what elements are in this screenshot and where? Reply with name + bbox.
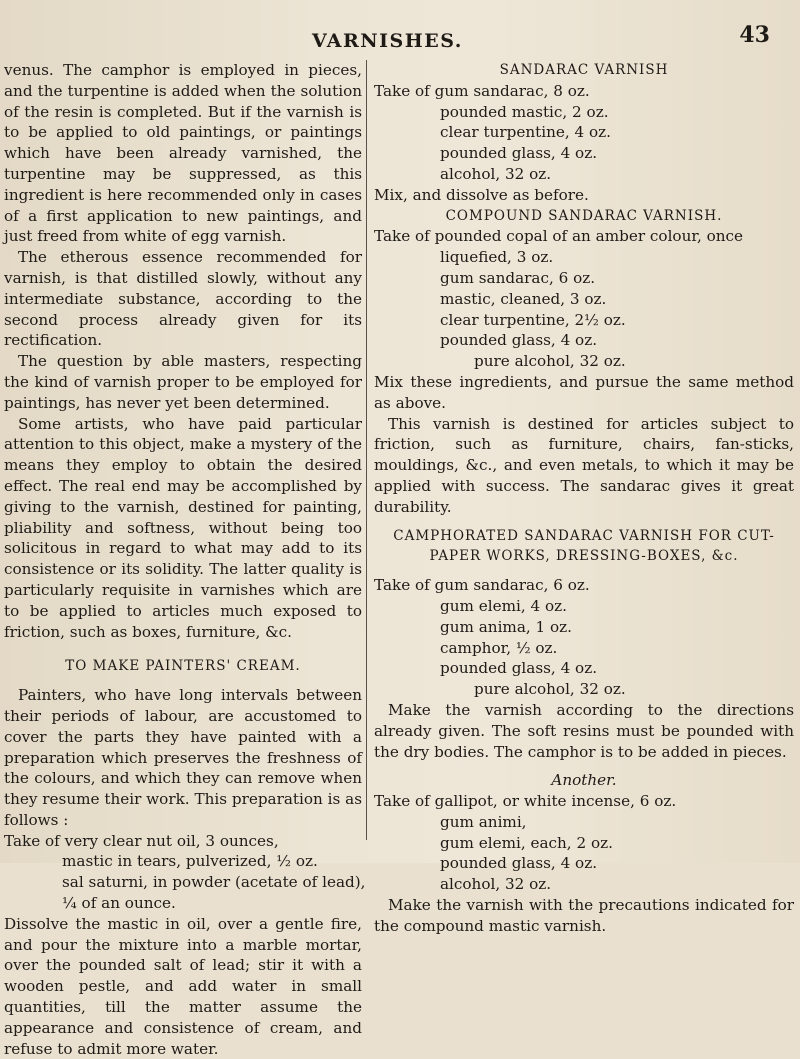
- recipe-line: Take of gallipot, or white incense, 6 oz.: [374, 792, 677, 811]
- recipe-line: pure alcohol, 32 oz.: [474, 352, 626, 371]
- paragraph: Dissolve the mastic in oil, over a gentle fire, and pour the mixture into a marble mortar, over the pounded salt of lead; stir it with a wooden pestle, and add water in small quantities, till the matter assume the appearance and consistence of cream, and refuse to admit more water.: [4, 914, 362, 1058]
- recipe-line: pounded glass, 4 oz.: [440, 659, 598, 678]
- paragraph: Make the varnish with the precautions indicated for the compound mastic varnish.: [374, 896, 794, 935]
- recipe-line: Take of gum sandarac, 6 oz.: [374, 576, 590, 595]
- recipe-line: gum animi,: [440, 812, 527, 831]
- paragraph: This varnish is destined for articles subject to friction, such as furniture, chairs, fan-sticks, mouldings, &c., and even metals, to which it may be applied with success. The sandarac gives it great durability.: [374, 414, 794, 516]
- recipe-line: camphor, ½ oz.: [440, 638, 558, 657]
- recipe-line: pure alcohol, 32 oz.: [474, 680, 626, 699]
- recipe-line: Take of pounded copal of an amber colour, once: [374, 227, 744, 246]
- recipe-line: Mix, and dissolve as before.: [374, 185, 589, 204]
- paragraph: Make the varnish according to the directions already given. The soft resins must be pounded with the dry bodies. The camphor is to be added in pieces.: [374, 700, 794, 761]
- left-column: [4, 60, 366, 1059]
- paragraph: Mix these ingredients, and pursue the same method as above.: [374, 372, 794, 412]
- recipe-line: sal saturni, in powder (acetate of lead),: [62, 873, 366, 892]
- paragraph: The etherous essence recommended for varnish, is that distilled slowly, without any intermediate substance, according to the second process already given for its rectification.: [4, 248, 362, 350]
- recipe-line: pounded glass, 4 oz.: [440, 331, 598, 350]
- column-rule: [366, 60, 367, 840]
- recipe-line: liquefied, 3 oz.: [440, 248, 554, 267]
- recipe-line: mastic in tears, pulverized, ½ oz.: [62, 852, 318, 871]
- recipe-line: pounded mastic, 2 oz.: [440, 102, 609, 121]
- paragraph: venus. The camphor is employed in pieces, and the turpentine is added when the solution of the resin is completed. But if the varnish is to be applied to old paintings, or paintings which have been already varnished, the turpentine may be suppressed, as this ingredient is here recommended only in cases of a first application to new paintings, and just freed from white of egg varnish.: [4, 61, 362, 246]
- page-number: 43: [739, 22, 770, 48]
- section-heading: TO MAKE PAINTERS' CREAM.: [65, 658, 301, 675]
- recipe-line: clear turpentine, 2½ oz.: [440, 310, 626, 329]
- recipe-line: Take of gum sandarac, 8 oz.: [374, 81, 590, 100]
- recipe-line: gum sandarac, 6 oz.: [440, 268, 596, 287]
- section-heading: CAMPHORATED SANDARAC VARNISH FOR CUT-PAPER WORKS, DRESSING-BOXES, &c.: [393, 527, 775, 565]
- right-column: [374, 60, 794, 937]
- section-heading: Another.: [551, 771, 617, 790]
- recipe-line: gum elemi, each, 2 oz.: [440, 833, 613, 852]
- paragraph: Some artists, who have paid particular attention to this object, make a mystery of the means they employ to obtain the desired effect. The real end may be accomplished by giving to the varnish, destined for painting, pliability and softness, without being too solicitous in regard to what may add to its consistence or its solidity. The latter quality is particularly requisite in varnishes which are to be applied to articles much exposed to friction, such as boxes, furniture, &c.: [4, 414, 362, 641]
- recipe-line: mastic, cleaned, 3 oz.: [440, 289, 607, 308]
- running-title: VARNISHES.: [312, 30, 463, 52]
- paragraph: The question by able masters, respecting the kind of varnish proper to be employed for paintings, has never yet been determined.: [4, 352, 362, 412]
- recipe-line: clear turpentine, 4 oz.: [440, 123, 611, 142]
- recipe-line: Take of very clear nut oil, 3 ounces,: [4, 831, 279, 850]
- section-heading: SANDARAC VARNISH: [499, 62, 669, 78]
- recipe-line: alcohol, 32 oz.: [440, 164, 552, 183]
- recipe-line: ¼ of an ounce.: [62, 894, 176, 913]
- recipe-line: pounded glass, 4 oz.: [440, 144, 598, 163]
- recipe-line: gum anima, 1 oz.: [440, 617, 573, 636]
- recipe-line: gum elemi, 4 oz.: [440, 596, 567, 615]
- paragraph: Painters, who have long intervals between their periods of labour, are accustomed to cover the parts they have painted with a preparation which preserves the freshness of the colours, and which they can remove when they resume their work. This preparation is as follows :: [4, 686, 362, 829]
- running-head: [0, 22, 800, 58]
- recipe-line: pounded glass, 4 oz.: [440, 854, 598, 873]
- section-heading: COMPOUND SANDARAC VARNISH.: [445, 207, 723, 224]
- recipe-line: alcohol, 32 oz.: [440, 875, 552, 894]
